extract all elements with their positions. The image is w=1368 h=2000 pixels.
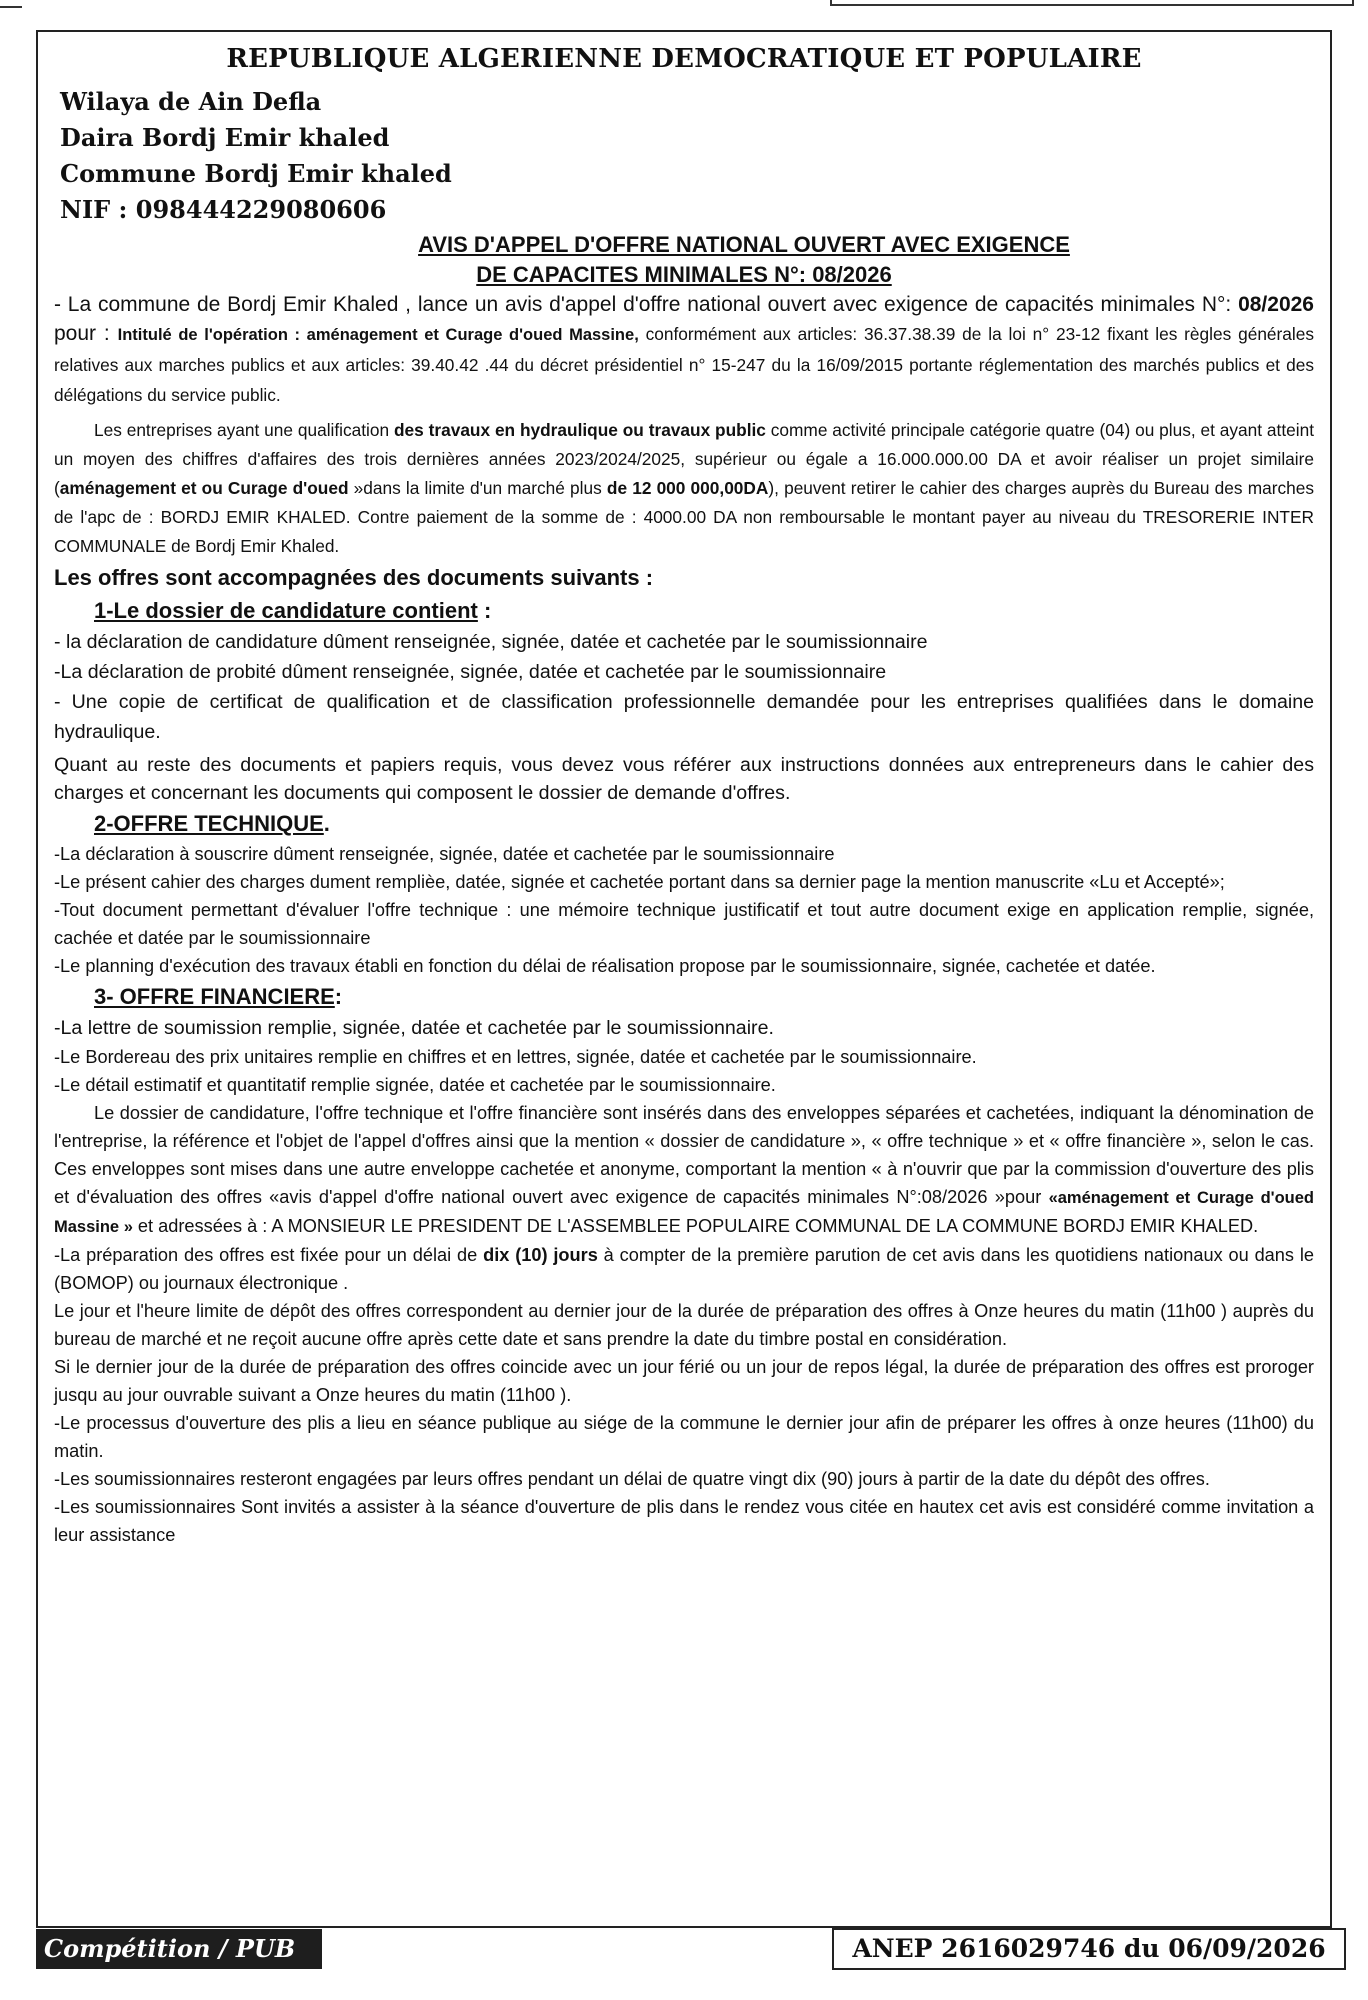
- section2-item: -Le présent cahier des charges dument remplièe, datée, signée et cachetée portant dans sa dernier page la mention manuscrite «Lu et Accepté»;: [54, 872, 1225, 892]
- section3-item: -Le Bordereau des prix unitaires remplie en chiffres et en lettres, signée, datée et cachetée par le soumissionnaire.: [54, 1047, 977, 1067]
- closing-para: Si le dernier jour de la durée de préparation des offres coincide avec un jour férié ou un jour de repos légal, la durée de préparation des offres est proroger jusqu au jour ouvrable suivant a Onze heures du matin (11h00 ).: [54, 1357, 1314, 1405]
- elig-f: de 12 000 000,00DA: [606, 478, 769, 498]
- section2-item: -La déclaration à souscrire dûment renseignée, signée, datée et cachetée par le soumissionnaire: [54, 844, 835, 864]
- section1-item: -La déclaration de probité dûment renseignée, signée, datée et cachetée par le soumissionnaire: [54, 661, 887, 683]
- elig-g: ), peuvent retirer le cahier des charges auprès du Bureau des marches de l'apc de : BORDJ EMIR KHALED. Contre paiement de la somme de : 4000.00 DA non remboursable le montant payer au niveau du TRESORERIE INTER COMMUNALE de Bordj Emir Khaled.: [54, 478, 1314, 556]
- intro-text-d: conformément aux articles: 36.37.38.39 de la loi n° 23-12 fixant les règles générales relatives aux marches publics et aux articles: 39.40.42 .44 du décret présidentiel n° 15-247 du la 16/09/2015 portante réglementation des marchés publics et des délégations du service public.: [54, 324, 1314, 405]
- section2-item: -Tout document permettant d'évaluer l'offre technique : une mémoire technique justificatif et tout autre document exige en application remplie, signée, cachée et datée par le soumissionnaire: [54, 900, 1314, 948]
- nif-line: NIF : 098444229080606: [60, 195, 387, 224]
- wilaya-line: Wilaya de Ain Defla: [60, 87, 322, 116]
- section1-item: - la déclaration de candidature dûment renseignée, signée, datée et cachetée par le soumissionnaire: [54, 631, 928, 653]
- elig-e: »dans la limite d'un marché plus: [348, 478, 607, 498]
- closing-para: -Les soumissionnaires resteront engagées par leurs offres pendant un délai de quatre vingt dix (90) jours à partir de la date du dépôt des offres.: [54, 1469, 1210, 1489]
- section1-note: Quant au reste des documents et papiers requis, vous devez vous référer aux instructions données aux entrepreneurs dans le cahier des charges et concernant les documents qui composent le dossier de demande d'offres.: [54, 754, 1314, 804]
- section2-title: 2-OFFRE TECHNIQUE: [94, 811, 324, 836]
- elig-b: des travaux en hydraulique ou travaux public: [393, 420, 766, 440]
- notice-title-line2: DE CAPACITES MINIMALES N°: 08/2026: [476, 262, 892, 287]
- notice-frame: [36, 30, 1332, 1928]
- daira-line: Daira Bordj Emir khaled: [60, 123, 390, 152]
- intro-text-a: - La commune de Bordj Emir Khaled , lance un avis d'appel d'offre national ouvert avec exigence de capacités minimales N°:: [54, 293, 1239, 316]
- eligibility-paragraph: [54, 416, 1314, 561]
- elig-d: aménagement et ou Curage d'oued: [59, 478, 349, 498]
- section3-item: -Le détail estimatif et quantitatif remplie signée, datée et cachetée par le soumissionnaire.: [54, 1075, 776, 1095]
- section3-suffix: :: [334, 984, 343, 1009]
- section1-title: 1-Le dossier de candidature contient: [94, 598, 478, 623]
- top-rule-left: [0, 0, 22, 8]
- republic-heading: REPUBLIQUE ALGERIENNE DEMOCRATIQUE ET POPULAIRE: [226, 44, 1142, 74]
- section1-suffix: :: [477, 598, 492, 623]
- closing-para: -Le processus d'ouverture des plis a lieu en séance publique au siége de la commune le dernier jour afin de préparer les offres à onze heures (11h00) du matin.: [54, 1413, 1314, 1461]
- deadline-b: dix (10) jours: [483, 1245, 598, 1265]
- offers-heading: Les offres sont accompagnées des documents suivants :: [54, 565, 654, 590]
- footer-category-label: Compétition / PUB: [36, 1929, 322, 1969]
- section3-item: -La lettre de soumission remplie, signée, datée et cachetée par le soumissionnaire.: [54, 1017, 774, 1039]
- commune-line: Commune Bordj Emir khaled: [60, 159, 452, 188]
- closing-para: Le jour et l'heure limite de dépôt des offres correspondent au dernier jour de la durée de préparation des offres à Onze heures du matin (11h00 ) auprès du bureau de marché et ne reçoit aucune offre après cette date et sans prendre la date du timbre postal en considération.: [54, 1301, 1314, 1349]
- elig-c: comme activité principale catégorie quatre (04) ou plus, et ayant atteint un moyen des chiffres d'affaires des trois dernières années 2023/2024/2025, supérieur ou égale a 16.000.000.00 DA et avoir réaliser un projet similaire (: [54, 420, 1315, 498]
- section2-item: -Le planning d'exécution des travaux établi en fonction du délai de réalisation propose par le soumissionnaire, signée, cachetée et datée.: [54, 956, 1156, 976]
- closing-a: Le dossier de candidature, l'offre technique et l'offre financière sont insérés dans des enveloppes séparées et cachetées, indiquant la dénomination de l'entreprise, la référence et l'objet de l'appel d'offres ainsi que la mention « dossier de candidature », « offre technique » et « offre financière », selon le cas. Ces enveloppes sont mises dans une autre enveloppe cachetée et anonyme, comportant la mention « à n'ouvrir que par la commission d'ouverture des plis et d'évaluation des offres «avis d'appel d'offre national ouvert avec exigence de capacités minimales N°:08/2026 »pour: [54, 1103, 1314, 1207]
- top-rule-right: [830, 0, 1354, 6]
- deadline-a: -La préparation des offres est fixée pour un délai de: [54, 1245, 484, 1265]
- deadline-paragraph: [54, 1241, 1314, 1297]
- intro-paragraph: [54, 290, 1314, 410]
- intro-number: 08/2026: [1238, 293, 1314, 316]
- section3-heading: [54, 980, 1314, 1013]
- intro-text-b: pour :: [54, 322, 118, 345]
- closing-paragraph: [54, 1099, 1314, 1241]
- closing-b: «aménagement et Curage d'oued Massine »: [54, 1189, 1315, 1236]
- deadline-c: à compter de la première parution de cet avis dans les quotidiens nationaux ou dans le (BOMOP) ou journaux électronique .: [54, 1245, 1314, 1293]
- section2-suffix: .: [323, 811, 330, 836]
- footer-anep-reference: ANEP 2616029746 du 06/09/2026: [832, 1928, 1346, 1970]
- section1-heading: [54, 594, 1314, 627]
- closing-c: et adressées à : A MONSIEUR LE PRESIDENT DE L'ASSEMBLEE POPULAIRE COMMUNAL DE LA COMMUNE BORDJ EMIR KHALED.: [132, 1216, 1259, 1236]
- elig-a: Les entreprises ayant une qualification: [94, 420, 394, 440]
- operation-title: Intitulé de l'opération : aménagement et Curage d'oued Massine,: [117, 326, 639, 344]
- section1-item: - Une copie de certificat de qualification et de classification professionnelle demandée pour les entreprises qualifiées dans le domaine hydraulique.: [54, 691, 1314, 743]
- section2-heading: [54, 807, 1314, 840]
- section3-title: 3- OFFRE FINANCIERE: [94, 984, 335, 1009]
- notice-title-line1: AVIS D'APPEL D'OFFRE NATIONAL OUVERT AVEC EXIGENCE: [418, 232, 1070, 257]
- closing-para: -Les soumissionnaires Sont invités a assister à la séance d'ouverture de plis dans le rendez vous citée en hautex cet avis est considéré comme invitation a leur assistance: [54, 1497, 1314, 1545]
